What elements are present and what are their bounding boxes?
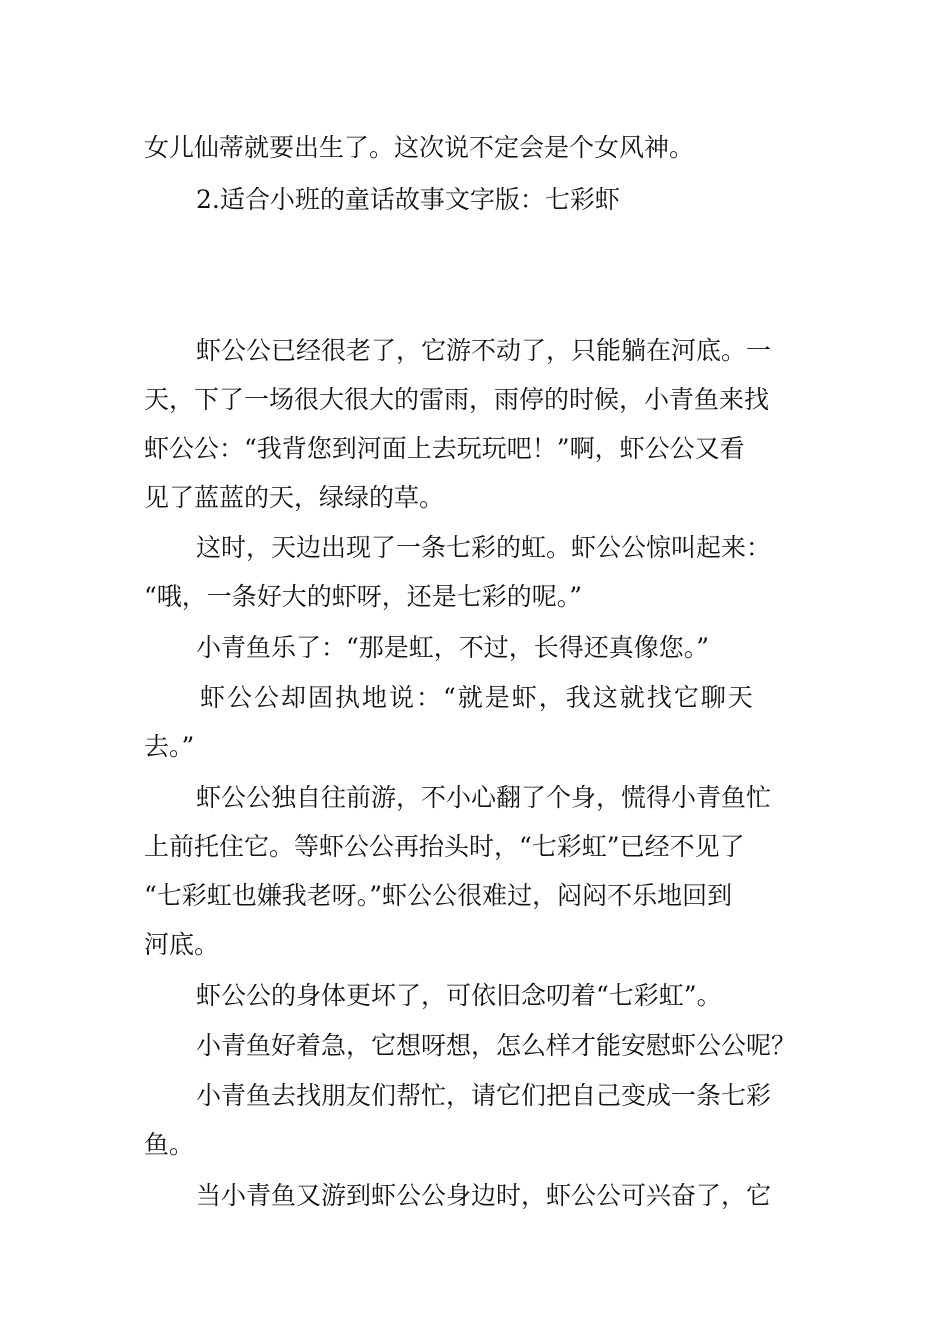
section-heading: 2.适合小班的童话故事文字版：七彩虾 — [196, 185, 620, 214]
paragraph-line: 虾公公：“我背您到河面上去玩玩吧！”啊，虾公公又看 — [144, 434, 745, 463]
paragraph-line: 虾公公的身体更坏了，可依旧念叨着“七彩虹”。 — [196, 981, 722, 1010]
paragraph-line: 这时，天边出现了一条七彩的虹。虾公公惊叫起来： — [196, 533, 772, 562]
paragraph-line: “哦，一条好大的虾呀，还是七彩的呢。” — [144, 582, 583, 611]
paragraph-line: 小青鱼乐了：“那是虹，不过，长得还真像您。” — [196, 633, 710, 662]
paragraph-line: 虾公公已经很老了，它游不动了，只能躺在河底。一 — [196, 336, 772, 365]
paragraph-line: 上前托住它。等虾公公再抬头时，“七彩虹”已经不见了 — [144, 832, 745, 861]
paragraph-line: “七彩虹也嫌我老呀。”虾公公很难过，闷闷不乐地回到 — [144, 881, 733, 910]
paragraph-line: 小青鱼好着急，它想呀想，怎么样才能安慰虾公公呢？ — [196, 1031, 797, 1060]
paragraph-line: 当小青鱼又游到虾公公身边时，虾公公可兴奋了，它 — [196, 1181, 772, 1210]
paragraph-line: 去。” — [144, 732, 195, 761]
intro-line: 女儿仙蒂就要出生了。这次说不定会是个女风神。 — [144, 133, 695, 162]
paragraph-line: 鱼。 — [144, 1130, 195, 1159]
paragraph-line: 虾公公却固执地说：“就是虾，我这就找它聊天 — [200, 683, 755, 712]
paragraph-line: 河底。 — [144, 930, 220, 959]
paragraph-line: 虾公公独自往前游，不小心翻了个身，慌得小青鱼忙 — [196, 783, 772, 812]
paragraph-line: 见了蓝蓝的天，绿绿的草。 — [144, 483, 445, 512]
paragraph-line: 小青鱼去找朋友们帮忙，请它们把自己变成一条七彩 — [196, 1081, 772, 1110]
paragraph-line: 天，下了一场很大很大的雷雨，雨停的时候，小青鱼来找 — [144, 385, 770, 414]
